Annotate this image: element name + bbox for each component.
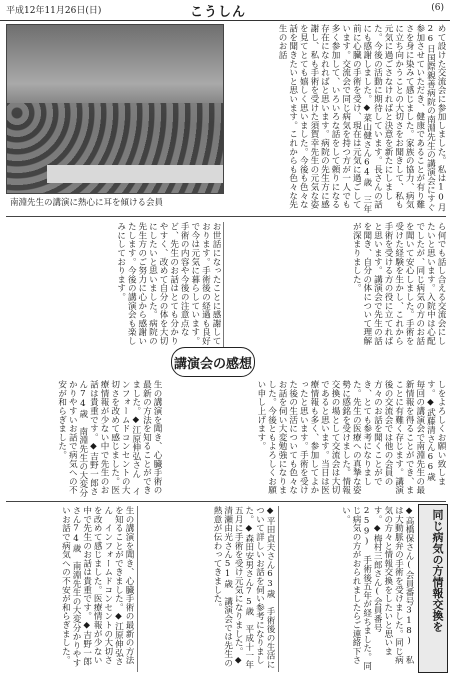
article-column-mid-right: ら何でも話し合える交流会にしたいと思います。入院中は心配でしたが、同じ病気の方のお話を聞いて安心しました。手術を受けた経験を生かし、これから手術を受ける方の役に立てればと思います。講演会で先生の話を聞き、自分の体について理解が深まりました。 [351,222,446,346]
issue-date: 平成12年11月26日(日) [6,6,102,16]
divider-top [6,216,446,217]
article-column-bottom-a-upper: 生の講演を聞き、心臓手術の最新の方法を知ることができました。◆江原伸弘さん インフォームドコンセントの大切さを改めて感じました。医療情報が少ない中で先生のお話は貴重です。◆吉野一郎さん74歳 南淵先生の大変分かりやすいお話で病気への不安が和らぎました。 [56,380,162,498]
topic-label: 講演会の感想 [171,347,255,377]
table-image [47,165,223,183]
page-number: (6) [431,3,444,13]
photo-caption: 南淵先生の講演に熱心に耳を傾ける会員 [10,198,164,208]
article-column-top-right: めて設けた交流会に参加しました。私は10月26日国際親善病院の南淵先生の講演会にすぐ参加させていただき、健康であることが有り難さを身に染みて感じました。家族の協力、病気に立ち向かうことの大切さをお聞きして、私も元気に過ごさなければと決意を新たにしました。今後の活動に期待しています。長さんの話にも感謝しました。◆菜山健さん64歳 三年前に心臓の手術を受け、現在は元気に過ごしています。交流会で同じ病気を持つ方が一人でも多く参加して、いろいろな話をして頼りになる存在になれればと思います。病院の先生方に感謝し、私も手術を受けた須賀幸先生の元気な姿を見てとても嬉しく思いました。今後も色々な話を聞きたいと思います。これからも色々な先生のお話 [277,24,446,213]
divider-bottom-1 [137,506,138,672]
article-column-mid-continued: しをよろしくお願い致します。◆武藤清さん66歳 毎回の講演会で南淵先生の最新情報を得ることができ、まことに有難く存じます。講演後の交流会では他の会員の方々のお話を聞くことができ、とても参考になりました。先生の医療への真摯な姿勢に感銘を受けました。情報交換の場として交流会は大切であると思います。当日は医療情報も多く、参加してよかったと思います。手術を受けた後の生活についても色々なお話を伺い大変勉強になりました。今後ともよろしくお願い申し上げます。 [255,380,446,495]
article-column-bottom-a: 生の講演を聞き、心臓手術の最新の方法を知ることができました。◆江原伸弘さん インフォームドコンセントの大切さを改めて感じました。医療情報が少ない中で先生のお話は貴重です。◆吉野一郎さん74歳 南淵先生の大変分かりやすいお話で病気への不安が和らぎました。 [60,506,134,668]
article-column-bottom-c: ◆高橋保さん(会員番号318) 私は大動脈弁の手術を受けました。同じ病気の方々と情報交換をしたいと思います。◆梅村三郎さん(会員番号259) 手術後五年が経ちました。同じ病気の方がおられましたらご連絡下さい。 [340,506,414,670]
lecture-photo [6,24,224,194]
divider-bottom [6,501,446,502]
section-title-box [418,504,448,673]
article-column-bottom-b: ◆平田貞夫さん63歳 手術後の生活について詳しいお話を伺い参考になりました。◆森田安男さん75歳 平成十一年五月に手術を受け元気になりました。◆清瀬由光さん51歳 講演会では先生の熱意が伝わってきました。 [212,506,275,669]
divider-mid [223,222,224,350]
section-title: 同じ病気の方情報交換を [431,509,444,633]
article-column-mid-left: お世話になったことに感謝しております。手術後の経過も良好で今は元気に暮らしています。手術の内容や今後の注意点など、先生のお話はとても分かりやすく、改めて自分の体を大切にしたいと思いました。病院の先生方のご努力に心から感謝いたします。今後の講演会も楽しみにしております。 [115,222,221,346]
page-header [0,0,450,21]
divider-bottom-2 [278,506,279,672]
newsletter-title: こうしん [190,5,247,20]
